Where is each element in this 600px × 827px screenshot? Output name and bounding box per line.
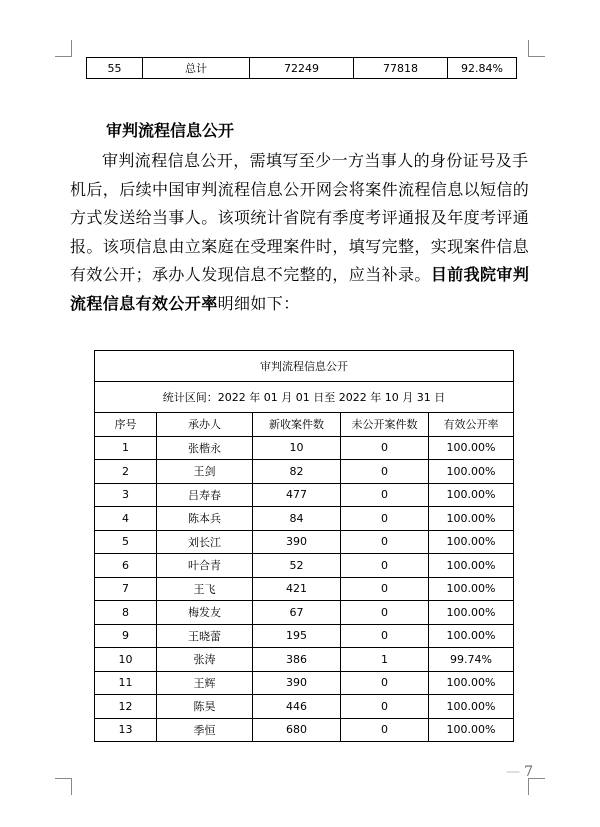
- crop-mark-bottom-left: [55, 778, 72, 795]
- cell-no: 7: [95, 577, 157, 601]
- paragraph-bold-text: 目前我院审判流程信息有效公开率: [70, 265, 530, 313]
- table-row: [95, 483, 514, 507]
- table-period-row: [95, 382, 514, 413]
- summary-no: 55: [87, 58, 143, 79]
- summary-rate: 92.84%: [448, 58, 517, 79]
- summary-table: [86, 57, 517, 79]
- cell-received: 421: [253, 577, 341, 601]
- table-row: [95, 648, 514, 672]
- cell-unpublished: 0: [341, 624, 429, 648]
- table-body: [95, 436, 514, 742]
- disclosure-table: [94, 350, 514, 742]
- cell-handler: 王辉: [157, 671, 253, 695]
- table-row: [95, 671, 514, 695]
- cell-handler: 陈本兵: [157, 507, 253, 531]
- cell-unpublished: 0: [341, 554, 429, 578]
- cell-unpublished: 0: [341, 483, 429, 507]
- table-row: [95, 507, 514, 531]
- cell-handler: 梅发友: [157, 601, 253, 625]
- cell-no: 11: [95, 671, 157, 695]
- cell-unpublished: 0: [341, 577, 429, 601]
- cell-rate: 100.00%: [429, 671, 514, 695]
- crop-mark-top-right: [528, 40, 545, 57]
- cell-received: 386: [253, 648, 341, 672]
- cell-received: 390: [253, 671, 341, 695]
- cell-unpublished: 0: [341, 695, 429, 719]
- cell-no: 9: [95, 624, 157, 648]
- header-received: 新收案件数: [253, 413, 341, 437]
- crop-mark-top-left: [55, 40, 72, 57]
- page-number: [478, 764, 533, 780]
- cell-received: 390: [253, 530, 341, 554]
- table-period: 统计区间：2022 年 01 月 01 日至 2022 年 10 月 31 日: [95, 382, 514, 413]
- summary-row: [87, 58, 517, 79]
- cell-received: 52: [253, 554, 341, 578]
- cell-rate: 100.00%: [429, 460, 514, 484]
- cell-no: 1: [95, 436, 157, 460]
- cell-rate: 100.00%: [429, 695, 514, 719]
- cell-no: 2: [95, 460, 157, 484]
- table-row: [95, 624, 514, 648]
- cell-handler: 王晓蕾: [157, 624, 253, 648]
- page-number-dash: —: [506, 764, 521, 780]
- cell-handler: 季恒: [157, 718, 253, 742]
- cell-unpublished: 0: [341, 436, 429, 460]
- cell-rate: 99.74%: [429, 648, 514, 672]
- cell-rate: 100.00%: [429, 624, 514, 648]
- cell-rate: 100.00%: [429, 577, 514, 601]
- table-row: [95, 601, 514, 625]
- cell-unpublished: 0: [341, 460, 429, 484]
- cell-handler: 王飞: [157, 577, 253, 601]
- summary-name: 总计: [143, 58, 250, 79]
- section-heading: 审判流程信息公开: [106, 121, 235, 140]
- cell-no: 12: [95, 695, 157, 719]
- table-title-row: [95, 351, 514, 382]
- table-row: [95, 554, 514, 578]
- cell-handler: 刘长江: [157, 530, 253, 554]
- crop-mark-bottom-right: [528, 778, 545, 795]
- cell-handler: 吕寿春: [157, 483, 253, 507]
- cell-no: 3: [95, 483, 157, 507]
- cell-no: 10: [95, 648, 157, 672]
- cell-received: 82: [253, 460, 341, 484]
- cell-no: 4: [95, 507, 157, 531]
- cell-rate: 100.00%: [429, 507, 514, 531]
- cell-rate: 100.00%: [429, 530, 514, 554]
- cell-received: 446: [253, 695, 341, 719]
- cell-unpublished: 1: [341, 648, 429, 672]
- paragraph-tail-text: 明细如下：: [217, 293, 300, 313]
- cell-no: 13: [95, 718, 157, 742]
- table-row: [95, 530, 514, 554]
- cell-received: 67: [253, 601, 341, 625]
- cell-handler: 陈昊: [157, 695, 253, 719]
- body-paragraph: [70, 147, 530, 319]
- table-title: 审判流程信息公开: [95, 351, 514, 382]
- header-unpublished: 未公开案件数: [341, 413, 429, 437]
- cell-no: 6: [95, 554, 157, 578]
- table-row: [95, 695, 514, 719]
- cell-unpublished: 0: [341, 507, 429, 531]
- paragraph-text: 审判流程信息公开，需填写至少一方当事人的身份证号及手机后，后续中国审判流程信息公开网会将案件流程信息以短信的方式发送给当事人。该项统计省院有季度考评通报及年度考评通报。该项信息由立案庭在受理案件时，填写完整，实现案件信息有效公开；承办人发现信息不完整的，应当补录。: [70, 151, 530, 285]
- cell-unpublished: 0: [341, 530, 429, 554]
- summary-unpublished: 77818: [354, 58, 448, 79]
- cell-handler: 叶合青: [157, 554, 253, 578]
- table-row: [95, 577, 514, 601]
- header-no: 序号: [95, 413, 157, 437]
- cell-rate: 100.00%: [429, 483, 514, 507]
- cell-rate: 100.00%: [429, 601, 514, 625]
- header-rate: 有效公开率: [429, 413, 514, 437]
- cell-received: 195: [253, 624, 341, 648]
- table-header-row: [95, 413, 514, 437]
- cell-handler: 张涛: [157, 648, 253, 672]
- header-handler: 承办人: [157, 413, 253, 437]
- table-row: [95, 436, 514, 460]
- cell-received: 680: [253, 718, 341, 742]
- cell-handler: 张楷永: [157, 436, 253, 460]
- cell-received: 477: [253, 483, 341, 507]
- cell-no: 8: [95, 601, 157, 625]
- cell-received: 84: [253, 507, 341, 531]
- cell-no: 5: [95, 530, 157, 554]
- cell-rate: 100.00%: [429, 718, 514, 742]
- cell-unpublished: 0: [341, 718, 429, 742]
- cell-rate: 100.00%: [429, 554, 514, 578]
- cell-unpublished: 0: [341, 671, 429, 695]
- cell-received: 10: [253, 436, 341, 460]
- cell-rate: 100.00%: [429, 436, 514, 460]
- cell-handler: 王剑: [157, 460, 253, 484]
- table-row: [95, 460, 514, 484]
- cell-unpublished: 0: [341, 601, 429, 625]
- summary-received: 72249: [250, 58, 354, 79]
- table-row: [95, 718, 514, 742]
- page-number-value: 7: [524, 764, 533, 780]
